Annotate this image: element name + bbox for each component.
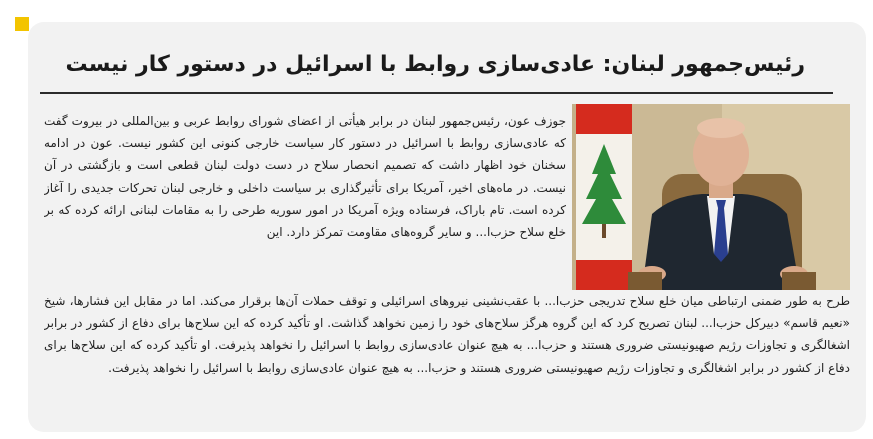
lebanese-flag (576, 104, 632, 290)
article-paragraph-full: طرح به طور ضمنی ارتباطی میان خلع سلاح تدریجی حزب‌ا... با عقب‌نشینی نیروهای اسرائیلی و توقف حملات آن‌ها برقرار می‌کند. اما در مقابل این فشارها، شیخ «نعیم قاسم» دبیرکل حزب‌ا... لبنان تصریح کرد که این گروه هرگز سلاح‌های خود را زمین نخواهد گذاشت. او تأکید کرده که این سلاح‌ها برای دفاع از کشور در برابر اشغالگری و تجاوزات رژیم صهیونیستی ضروری هستند و حزب‌ا... به هیچ عنوان عادی‌سازی روابط با اسرائیل را نخواهد پذیرفت. او تأکید کرده که این سلاح‌ها برای دفاع از کشور در برابر اشغالگری و تجاوزات رژیم صهیونیستی ضروری هستند و حزب‌ا... به هیچ عنوان عادی‌سازی روابط با اسرائیل را نخواهد پذیرفت. (44, 294, 850, 375)
headline-divider (40, 92, 833, 94)
decor-square-1 (15, 17, 29, 31)
article-paragraph-wrapped: جوزف عون، رئیس‌جمهور لبنان در برابر هیأتی از اعضای شورای روابط عربی و بین‌المللی در بیروت گفت که عادی‌سازی روابط با اسرائیل در دستور کار سیاست خارجی کنونی این کشور نیست. عون در ادامه سخنان خود اظهار داشت که تصمیم انحصار سلاح در دست دولت لبنان قطعی است و بازگشتی در آن نیست. در ماه‌های اخیر، آمریکا برای تأثیرگذاری بر سیاست داخلی و خارجی لبنان تحرکات جدیدی را آغاز کرده است. تام باراک، فرستاده ویژه آمریکا در امور سوریه طرحی را به مقامات لبنانی ارائه کرده که بر خلع سلاح حزب‌ا... و سایر گروه‌های مقاومت تمرکز دارد. این (44, 114, 566, 240)
president-photo (572, 104, 850, 290)
photo-illustration (572, 104, 850, 290)
article-headline: رئیس‌جمهور لبنان: عادی‌سازی روابط با اسرائیل در دستور کار نیست (65, 52, 805, 77)
